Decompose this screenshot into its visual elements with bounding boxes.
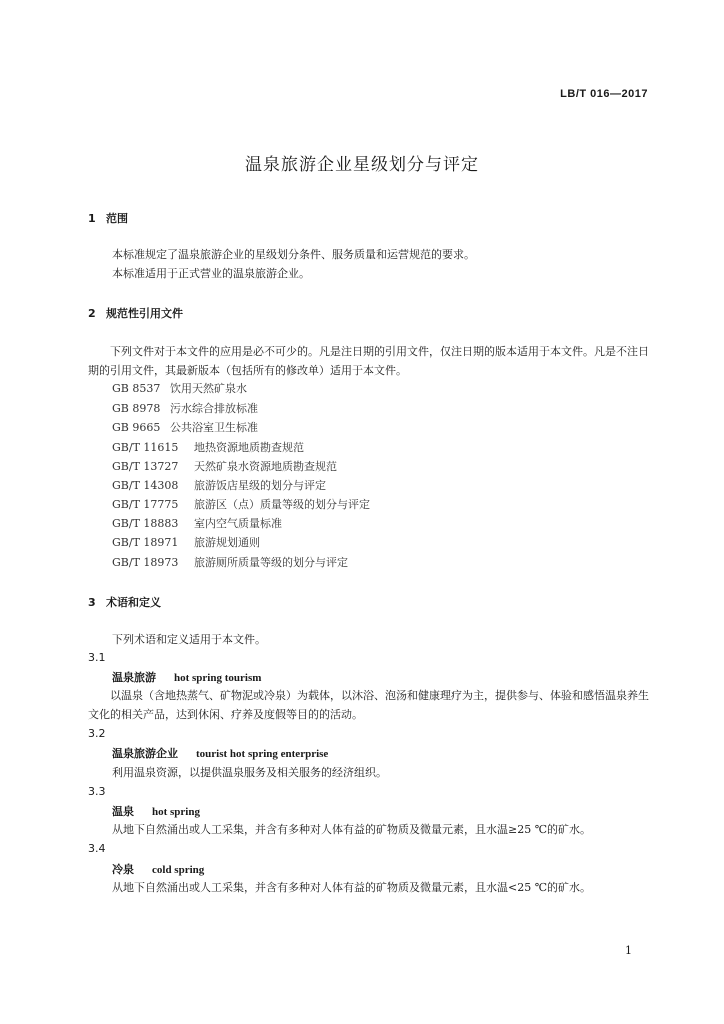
reference-item <box>112 477 326 493</box>
document-title: 温泉旅游企业星级划分与评定 <box>245 155 479 175</box>
section-heading-normative-references <box>88 305 183 321</box>
term-english: hot spring <box>152 806 200 818</box>
reference-item <box>112 439 304 455</box>
reference-item <box>112 554 348 570</box>
reference-name: 旅游区（点）质量等级的划分与评定 <box>194 498 370 511</box>
reference-item <box>112 534 260 550</box>
term-chinese: 温泉旅游 <box>112 671 156 684</box>
reference-item <box>112 380 247 396</box>
reference-name: 室内空气质量标准 <box>194 517 282 530</box>
term-number: 3.3 <box>88 785 106 798</box>
reference-item <box>112 419 258 435</box>
reference-name: 旅游规划通则 <box>194 536 260 549</box>
reference-code: GB/T 11615 <box>112 441 179 454</box>
term-chinese: 温泉旅游企业 <box>112 747 178 760</box>
section-heading-terms-definitions <box>88 594 161 610</box>
reference-name: 饮用天然矿泉水 <box>170 382 247 395</box>
reference-code: GB/T 14308 <box>112 479 179 492</box>
term-chinese: 冷泉 <box>112 863 134 876</box>
page-number: 1 <box>625 944 632 957</box>
reference-item <box>112 515 282 531</box>
term-title <box>112 803 200 819</box>
reference-name: 旅游厕所质量等级的划分与评定 <box>194 556 348 569</box>
scope-paragraph-1: 本标准规定了温泉旅游企业的星级划分条件、服务质量和运营规范的要求。 <box>112 248 475 261</box>
section-title: 范围 <box>106 212 128 225</box>
term-english: tourist hot spring enterprise <box>196 748 329 760</box>
term-title <box>112 669 261 685</box>
reference-item <box>112 458 337 474</box>
term-number: 3.4 <box>88 842 106 855</box>
reference-code: GB/T 17775 <box>112 498 179 511</box>
terms-intro: 下列术语和定义适用于本文件。 <box>112 633 266 646</box>
reference-code: GB 8537 <box>112 382 161 395</box>
reference-code: GB 9665 <box>112 421 161 434</box>
term-title <box>112 861 204 877</box>
section-number: 1 <box>88 212 96 225</box>
section-title: 术语和定义 <box>106 596 161 609</box>
term-definition: 利用温泉资源，以提供温泉服务及相关服务的经济组织。 <box>112 766 387 779</box>
section-number: 3 <box>88 596 96 609</box>
scope-paragraph-2: 本标准适用于正式营业的温泉旅游企业。 <box>112 267 310 280</box>
term-definition: 以温泉（含地热蒸气、矿物泥或冷泉）为载体，以沐浴、泡汤和健康理疗为主，提供参与、体验和感悟温泉养生文化的相关产品，达到休闲、疗养及度假等目的的活动。 <box>88 689 649 721</box>
references-intro: 下列文件对于本文件的应用是必不可少的。凡是注日期的引用文件，仅注日期的版本适用于本文件。凡是不注日期的引用文件，其最新版本（包括所有的修改单）适用于本文件。 <box>88 345 649 377</box>
reference-code: GB/T 13727 <box>112 460 179 473</box>
term-number: 3.2 <box>88 727 106 740</box>
reference-name: 公共浴室卫生标准 <box>170 421 258 434</box>
reference-code: GB 8978 <box>112 402 161 415</box>
standard-code: LB/T 016—2017 <box>560 88 648 100</box>
term-english: cold spring <box>152 864 205 876</box>
reference-item <box>112 400 258 416</box>
reference-code: GB/T 18971 <box>112 536 179 549</box>
reference-code: GB/T 18883 <box>112 517 179 530</box>
term-title <box>112 745 328 761</box>
section-title: 规范性引用文件 <box>106 307 183 320</box>
section-heading-scope <box>88 210 128 226</box>
term-english: hot spring tourism <box>174 672 262 684</box>
term-definition: 从地下自然涌出或人工采集，并含有多种对人体有益的矿物质及微量元素，且水温≥25 ℃的矿水。 <box>112 823 592 836</box>
reference-item <box>112 496 370 512</box>
reference-code: GB/T 18973 <box>112 556 179 569</box>
term-definition: 从地下自然涌出或人工采集，并含有多种对人体有益的矿物质及微量元素，且水温<25 ℃的矿水。 <box>112 881 592 894</box>
reference-name: 旅游饭店星级的划分与评定 <box>194 479 326 492</box>
reference-name: 污水综合排放标准 <box>170 402 258 415</box>
term-number: 3.1 <box>88 651 106 664</box>
reference-name: 天然矿泉水资源地质勘查规范 <box>194 460 337 473</box>
term-chinese: 温泉 <box>112 805 134 818</box>
reference-name: 地热资源地质勘查规范 <box>194 441 304 454</box>
section-number: 2 <box>88 307 96 320</box>
